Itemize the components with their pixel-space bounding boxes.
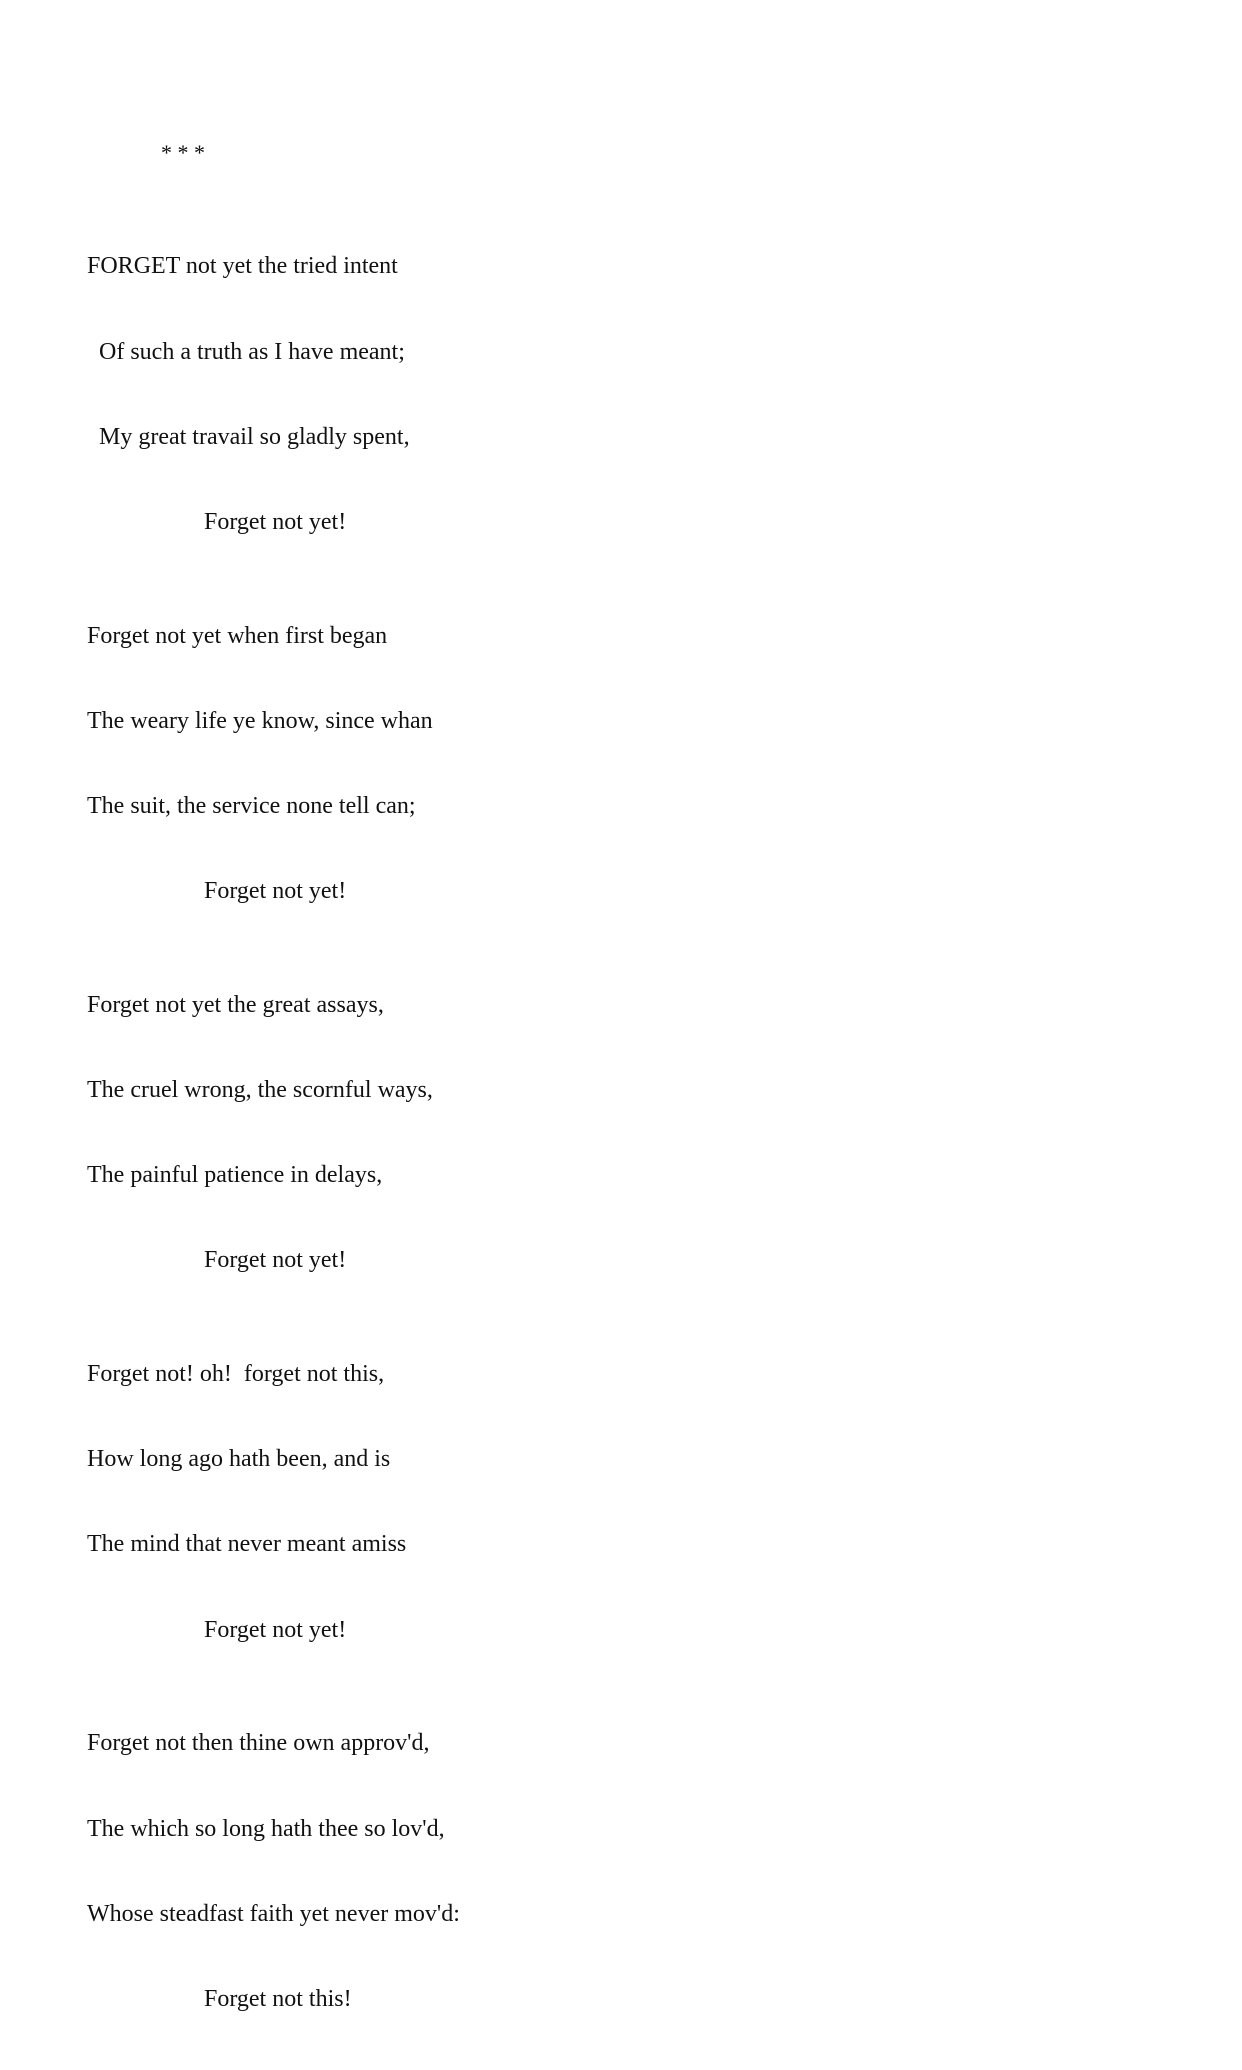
poem-line: The mind that never meant amiss: [87, 1531, 407, 1558]
poem-line: Forget not then thine own approv'd,: [87, 1730, 430, 1757]
poem-line: Whose steadfast faith yet never mov'd:: [87, 1900, 460, 1927]
poem-line: The weary life ye know, since whan: [87, 707, 433, 734]
poem-refrain: Forget not yet!: [204, 509, 347, 536]
poem-line: Forget not! oh! forget not this,: [87, 1361, 385, 1388]
section-ornament: * * *: [161, 139, 205, 165]
poem-line: The painful patience in delays,: [87, 1162, 383, 1189]
poem-refrain: Forget not this!: [204, 1985, 352, 2012]
poem-line: FORGET not yet the tried intent: [87, 253, 398, 280]
poem-refrain: Forget not yet!: [204, 1247, 347, 1274]
poem-line: The which so long hath thee so lov'd,: [87, 1815, 445, 1842]
poem-line: My great travail so gladly spent,: [99, 423, 410, 450]
poem-text: [87, 82, 460, 2070]
poem-line: The suit, the service none tell can;: [87, 793, 416, 820]
poem-refrain: Forget not yet!: [204, 1616, 347, 1643]
poem-line: How long ago hath been, and is: [87, 1446, 391, 1473]
poem-line: Forget not yet the great assays,: [87, 991, 384, 1018]
poem-line: The cruel wrong, the scornful ways,: [87, 1077, 433, 1104]
poem-line: Forget not yet when first began: [87, 622, 388, 649]
poem-refrain: Forget not yet!: [204, 878, 347, 905]
poem-line: Of such a truth as I have meant;: [99, 338, 405, 365]
